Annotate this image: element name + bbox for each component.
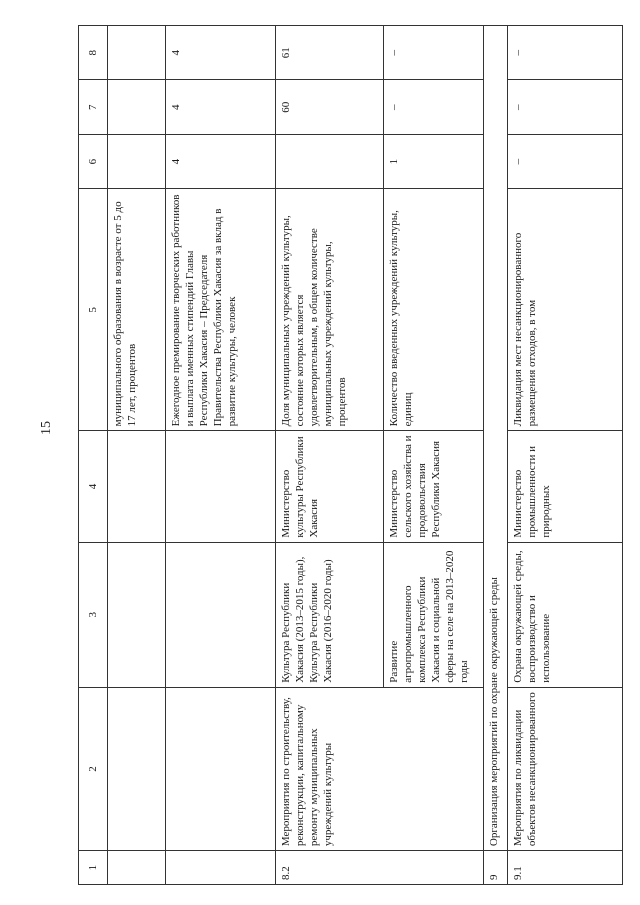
cell-executor <box>108 431 166 542</box>
header-cell-2: 2 <box>79 687 108 850</box>
cell-measure: Мероприятия по ликвидации объектов несанкционированного <box>508 687 623 850</box>
header-cell-1: 1 <box>79 851 108 885</box>
cell-program: Охрана окружающей среды, воспроизводство и использование <box>508 542 623 687</box>
cell-value-6: 4 <box>166 134 276 188</box>
cell-measure <box>166 687 276 850</box>
header-row <box>79 26 108 885</box>
cell-value-7: – <box>508 80 623 134</box>
table-row <box>166 26 276 885</box>
cell-value-7 <box>108 80 166 134</box>
cell-executor: Министерство культуры Республики Хакасия <box>276 431 384 542</box>
cell-indicator: муниципального образования в возрасте от 5 до 17 лет, процентов <box>108 189 166 431</box>
cell-value-6 <box>276 134 384 188</box>
section-title: Организация мероприятий по охране окружающей среды <box>484 26 508 851</box>
cell-value-6: – <box>508 134 623 188</box>
table-row <box>108 26 166 885</box>
cell-num: 8.2 <box>276 851 484 885</box>
cell-value-8: 4 <box>166 26 276 80</box>
cell-num <box>108 851 166 885</box>
section-row <box>484 26 508 885</box>
cell-num <box>166 851 276 885</box>
cell-value-8: – <box>384 26 484 80</box>
header-cell-7: 7 <box>79 80 108 134</box>
header-cell-6: 6 <box>79 134 108 188</box>
header-cell-4: 4 <box>79 431 108 542</box>
cell-executor: Министерство промышленности и природных <box>508 431 623 542</box>
cell-value-6: 1 <box>384 134 484 188</box>
cell-num: 9.1 <box>508 851 623 885</box>
measures-table <box>78 25 623 885</box>
cell-value-7: 60 <box>276 80 384 134</box>
cell-program <box>166 542 276 687</box>
cell-indicator: Ежегодное премирование творческих работников и выплата именных стипендий Главы Республики Хакасия – Председателя Правительства Республики Хакасия за вклад в развитие культуры, человек <box>166 189 276 431</box>
cell-value-8 <box>108 26 166 80</box>
header-cell-8: 8 <box>79 26 108 80</box>
cell-value-8: – <box>508 26 623 80</box>
table-row <box>276 26 384 885</box>
cell-program: Культура Республики Хакасия (2013–2015 годы), Культура Республики Хакасия (2016–2020 годы) <box>276 542 384 687</box>
cell-indicator: Доля муниципальных учреждений культуры, состояние которых является удовлетворительным, в общем количестве муниципальных учреждений культуры, процентов <box>276 189 384 431</box>
cell-value-6 <box>108 134 166 188</box>
cell-executor: Министерство сельского хозяйства и продовольствия Республики Хакасия <box>384 431 484 542</box>
page-number: 15 <box>39 421 54 435</box>
cell-indicator: Ликвидация мест несанкционированного размещения отходов, в том <box>508 189 623 431</box>
rotated-table-wrapper <box>78 25 623 885</box>
cell-indicator: Количество введенных учреждений культуры, единиц <box>384 189 484 431</box>
header-cell-3: 3 <box>79 542 108 687</box>
cell-value-7: 4 <box>166 80 276 134</box>
table-row <box>508 26 623 885</box>
cell-program: Развитие агропромышленного комплекса Республики Хакасия и социальной сферы на селе на 2013–2020 годы <box>384 542 484 687</box>
cell-value-7: – <box>384 80 484 134</box>
cell-measure <box>108 687 166 850</box>
cell-value-8: 61 <box>276 26 384 80</box>
cell-measure: Мероприятия по строительству, реконструкции, капитальному ремонту муниципальных учреждений культуры <box>276 687 484 850</box>
cell-executor <box>166 431 276 542</box>
cell-program <box>108 542 166 687</box>
header-cell-5: 5 <box>79 189 108 431</box>
cell-num: 9 <box>484 851 508 885</box>
